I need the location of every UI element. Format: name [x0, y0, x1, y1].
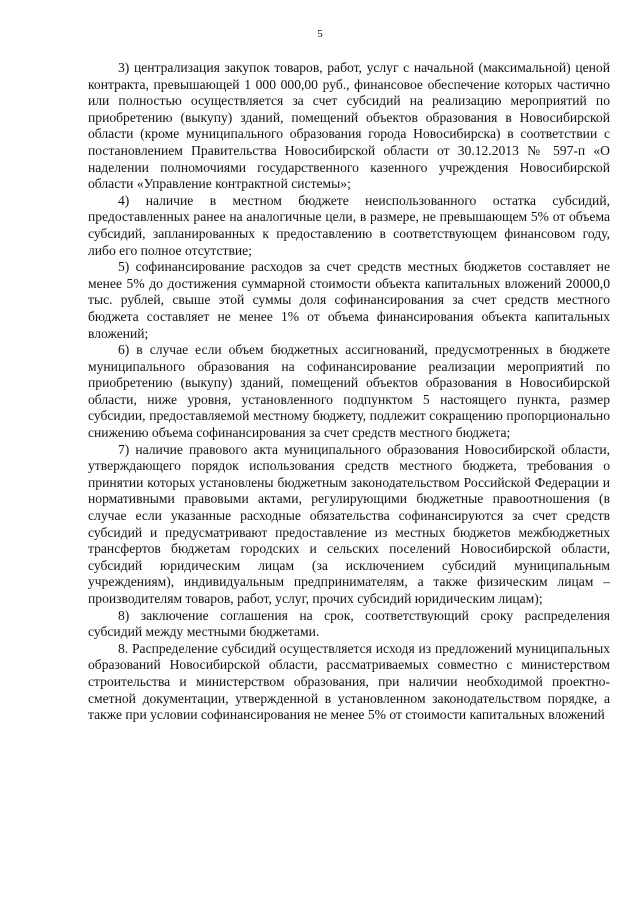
paragraph-item-8: 8) заключение соглашения на срок, соответствующий сроку распределения субсидий между местными бюджетами. [88, 607, 610, 640]
paragraph-item-6: 6) в случае если объем бюджетных ассигнований, предусмотренных в бюджете муниципального образования на софинансирование реализации мероприятий по приобретению (выкупу) зданий, помещений объектов образования в Новосибирской области, ниже уровня, установленного подпунктом 5 настоящего пункта, размер субсидии, предоставляемой местному бюджету, подлежит сокращению пропорционально снижению объема софинансирования за счет средств местного бюджета; [88, 342, 610, 441]
paragraph-item-7: 7) наличие правового акта муниципального образования Новосибирской области, утверждающего порядок использования средств местного бюджета, требования о принятии которых установлены бюджетным законодательством Российской Федерации и нормативными правовыми актами, регулирующими бюджетные правоотношения (в случае если указанные расходные обязательства софинансируются за счет средств субсидий и предусматривают предоставление из местных бюджетов межбюджетных трансфертов бюджетам городских и сельских поселений Новосибирской области, субсидий юридическим лицам (за исключением субсидий муниципальным учреждениям), индивидуальным предпринимателям, а также физическим лицам – производителям товаров, работ, услуг, прочих субсидий юридическим лицам); [88, 441, 610, 606]
paragraph-item-4: 4) наличие в местном бюджете неиспользованного остатка субсидий, предоставленных ранее на аналогичные цели, в размере, не превышающем 5% от объема субсидий, запланированных к предоставлению в соответствующем финансовом году, либо его полное отсутствие; [88, 192, 610, 258]
page-number: 5 [317, 28, 323, 40]
document-body [88, 60, 610, 724]
paragraph-section-8: 8. Распределение субсидий осуществляется исходя из предложений муниципальных образований Новосибирской области, рассматриваемых совместно с министерством строительства и министерством образования, при наличии необходимой проектно-сметной документации, утвержденной в установленном законодательством порядке, а также при условии софинансирования не менее 5% от стоимости капитальных вложений [88, 640, 610, 723]
paragraph-item-3: 3) централизация закупок товаров, работ, услуг с начальной (максимальной) ценой контракта, превышающей 1 000 000,00 руб., финансовое обеспечение которых частично или полностью осуществляется за счет субсидий на реализацию мероприятий по приобретению (выкупу) зданий, помещений объектов образования в Новосибирской области (кроме муниципального образования города Новосибирска) в соответствии с постановлением Правительства Новосибирской области от 30.12.2013 № 597-п «О наделении полномочиями государственного казенного учреждения Новосибирской области «Управление контрактной системы»; [88, 60, 610, 192]
paragraph-item-5: 5) софинансирование расходов за счет средств местных бюджетов составляет не менее 5% до достижения суммарной стоимости объекта капитальных вложений 20000,0 тыс. рублей, свыше этой суммы доля софинансирования за счет средств местного бюджета составляет не менее 1% от объема финансирования объекта капитальных вложений; [88, 259, 610, 341]
